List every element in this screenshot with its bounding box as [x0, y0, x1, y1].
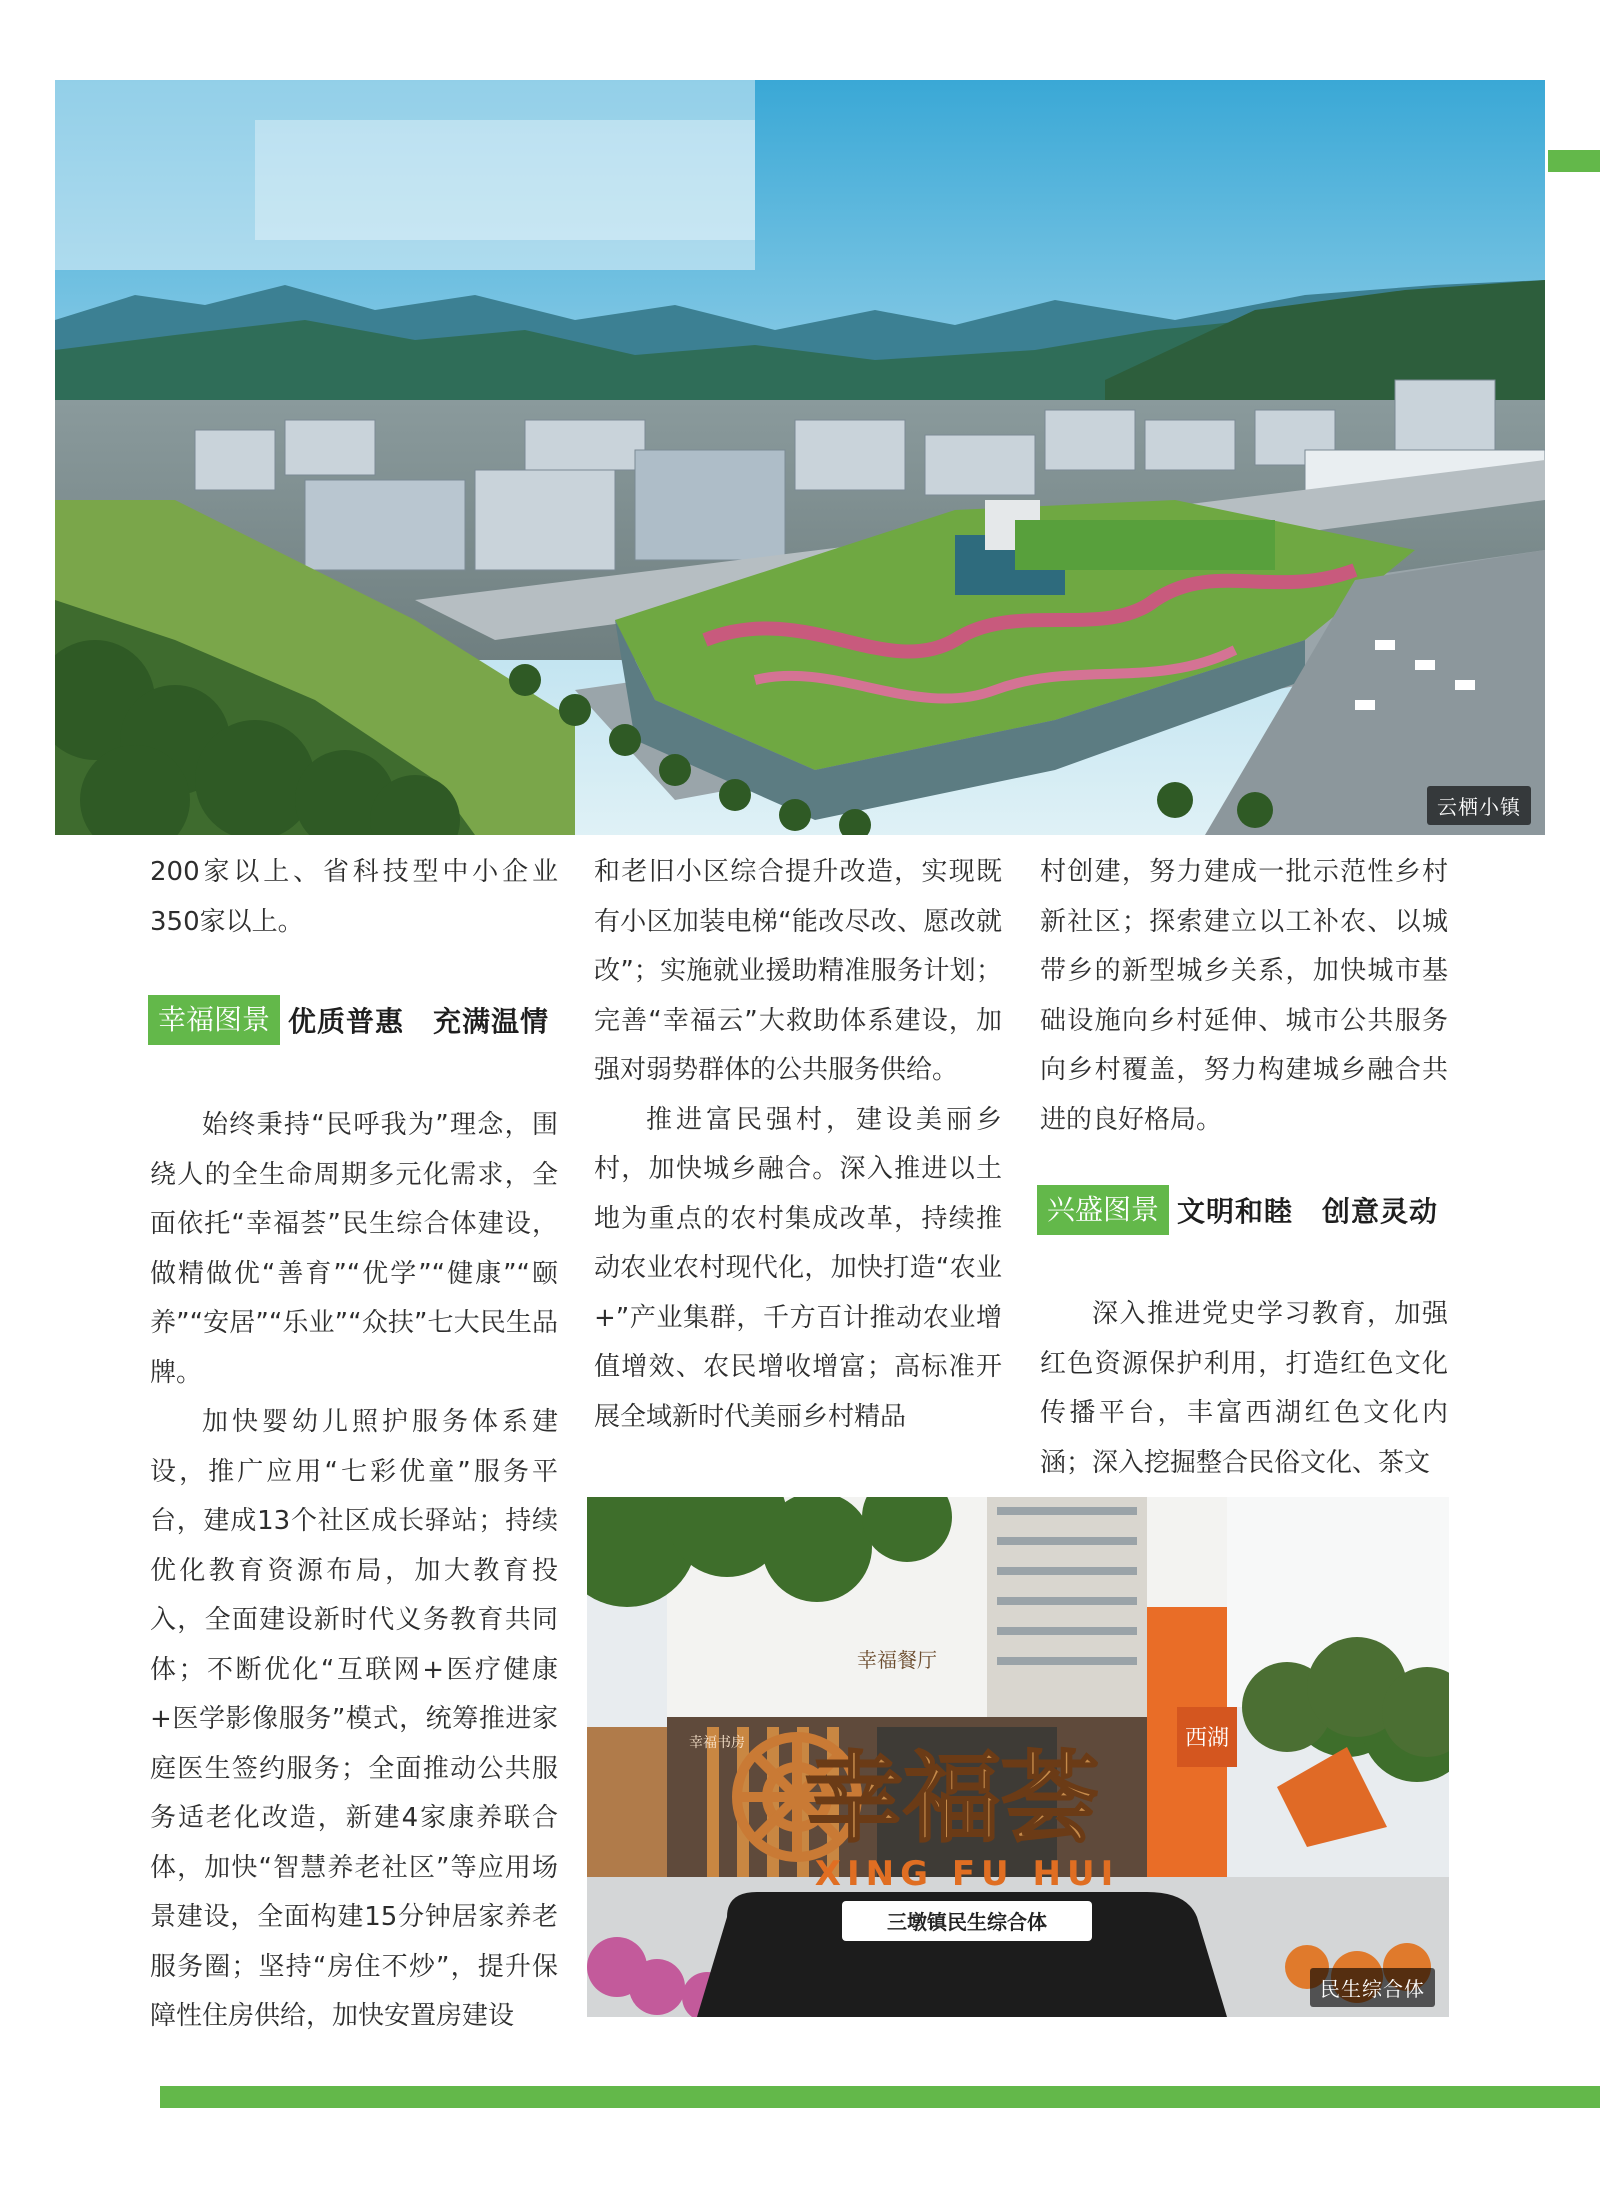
photo-caption: 云栖小镇	[1427, 786, 1531, 825]
photo-caption: 民生综合体	[1310, 1968, 1435, 2007]
section-heading-xingsheng	[1037, 1183, 1438, 1237]
sign-label: 三墩镇民生综合体	[887, 1910, 1047, 1934]
paragraph: 200家以上、省科技型中小企业350家以上。	[150, 857, 558, 937]
column-1-intro	[150, 848, 558, 947]
section-tag: 幸福图景	[148, 995, 280, 1045]
lantern-text: 西湖	[1184, 1726, 1230, 1751]
section-subtitle: 优质普惠 充满温情	[288, 1005, 550, 1038]
paragraph: 村创建，努力建成一批示范性乡村新社区；探索建立以工补农、以城带乡的新型城乡关系，加快城市基础设施向乡村延伸、城市公共服务向乡村覆盖，努力构建城乡融合共进的良好格局。	[1040, 857, 1448, 1135]
xingfuhui-illustration	[587, 1497, 1449, 2017]
column-3-body	[1040, 1290, 1448, 1488]
yunqi-town-photo	[55, 80, 1545, 835]
section-tag: 兴盛图景	[1037, 1185, 1169, 1235]
sign-big-text: 幸福荟	[804, 1741, 1100, 1856]
column-2	[594, 848, 1002, 1442]
paragraph: 深入推进党史学习教育，加强红色资源保护利用，打造红色文化传播平台，丰富西湖红色文化内涵；深入挖掘整合民俗文化、茶文	[1040, 1299, 1448, 1478]
xingfuhui-photo	[587, 1497, 1449, 2017]
sign-pinyin: XING FU HUI	[814, 1854, 1120, 1894]
bottom-rule	[160, 2086, 1600, 2108]
shop-sign-right: 幸福餐厅	[857, 1648, 937, 1672]
paragraph: 和老旧小区综合提升改造，实现既有小区加装电梯“能改尽改、愿改就改”；实施就业援助精准服务计划；完善“幸福云”大救助体系建设，加强对弱势群体的公共服务供给。	[594, 857, 1002, 1085]
column-1-body	[150, 1101, 558, 2042]
shop-sign-left: 幸福书房	[689, 1735, 745, 1751]
paragraph: 始终秉持“民呼我为”理念，围绕人的全生命周期多元化需求，全面依托“幸福荟”民生综合体建设，做精做优“善育”“优学”“健康”“颐养”“安居”“乐业”“众扶”七大民生品牌。	[150, 1110, 558, 1388]
page-tab-marker	[1548, 150, 1600, 172]
paragraph: 加快婴幼儿照护服务体系建设，推广应用“七彩优童”服务平台，建成13个社区成长驿站；持续优化教育资源布局，加大教育投入，全面建设新时代义务教育共同体；不断优化“互联网+医疗健康+医学影像服务”模式，统筹推进家庭医生签约服务；全面推动公共服务适老化改造，新建4家康养联合体，加快“智慧养老社区”等应用场景建设，全面构建15分钟居家养老服务圈；坚持“房住不炒”，提升保障性住房供给，加快安置房建设	[150, 1407, 558, 2031]
yunqi-aerial-illustration	[55, 80, 1545, 835]
section-heading-xingfu	[148, 993, 549, 1047]
column-3-top	[1040, 848, 1448, 1145]
section-subtitle: 文明和睦 创意灵动	[1177, 1195, 1439, 1228]
paragraph: 推进富民强村，建设美丽乡村，加快城乡融合。深入推进以土地为重点的农村集成改革，持续推动农业农村现代化，加快打造“农业+”产业集群，千方百计推动农业增值增效、农民增收增富；高标准开展全域新时代美丽乡村精品	[594, 1104, 1002, 1432]
